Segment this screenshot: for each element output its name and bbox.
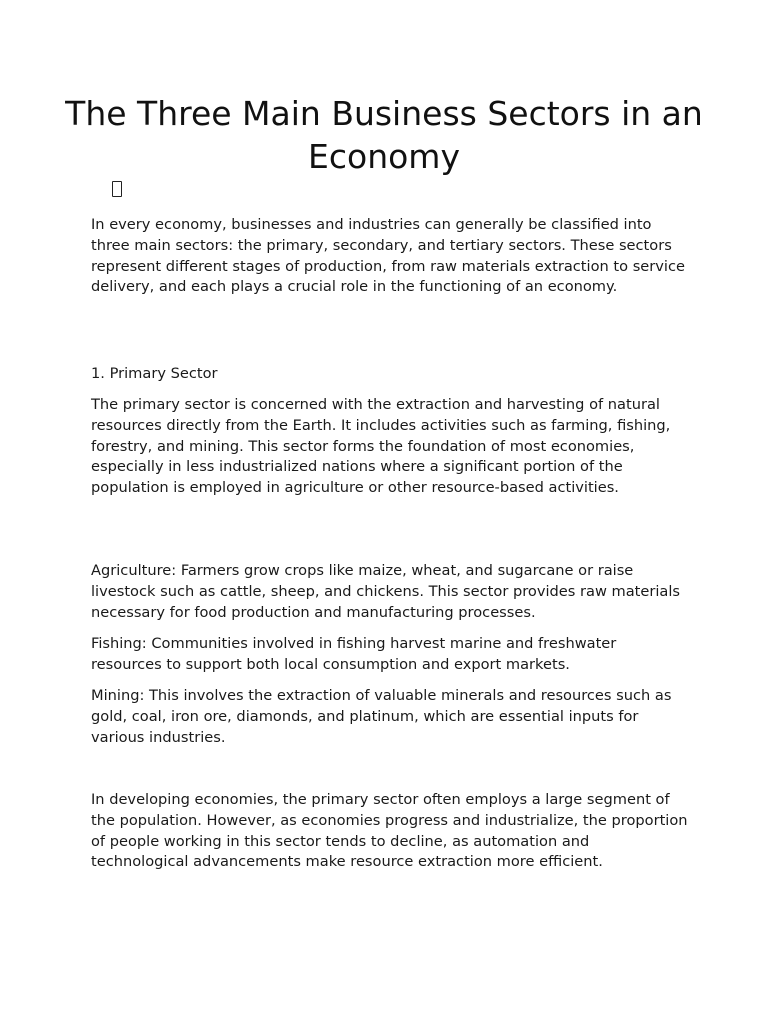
developing-economies-paragraph: In developing economies, the primary sector often employs a large segment of the population. However, as economies progress and industrialize, the proportion of people working in this sector tends to decline, as automation and technological advancements make resource extraction more efficient.	[91, 791, 688, 871]
section-heading-primary: 1. Primary Sector	[91, 365, 218, 382]
document-title-text: The Three Main Business Sectors in an Economy	[65, 94, 703, 176]
document-title	[60, 92, 708, 178]
mining-paragraph: Mining: This involves the extraction of valuable minerals and resources such as gold, coal, iron ore, diamonds, and platinum, which are essential inputs for various industries.	[91, 687, 672, 746]
missing-glyph-icon	[112, 181, 122, 197]
primary-sector-paragraph: The primary sector is concerned with the extraction and harvesting of natural resources directly from the Earth. It includes activities such as farming, fishing, forestry, and mining. This sector forms the foundation of most economies, especially in less industrialized nations where a significant portion of the population is employed in agriculture or other resource-based activities.	[91, 396, 671, 497]
intro-paragraph: In every economy, businesses and industries can generally be classified into three main sectors: the primary, secondary, and tertiary sectors. These sectors represent different stages of production, from raw materials extraction to service delivery, and each plays a crucial role in the functioning of an economy.	[91, 216, 685, 296]
agriculture-paragraph: Agriculture: Farmers grow crops like maize, wheat, and sugarcane or raise livestock such as cattle, sheep, and chickens. This sector provides raw materials necessary for food production and manufacturing processes.	[91, 562, 681, 621]
fishing-paragraph: Fishing: Communities involved in fishing harvest marine and freshwater resources to support both local consumption and export markets.	[91, 635, 617, 673]
